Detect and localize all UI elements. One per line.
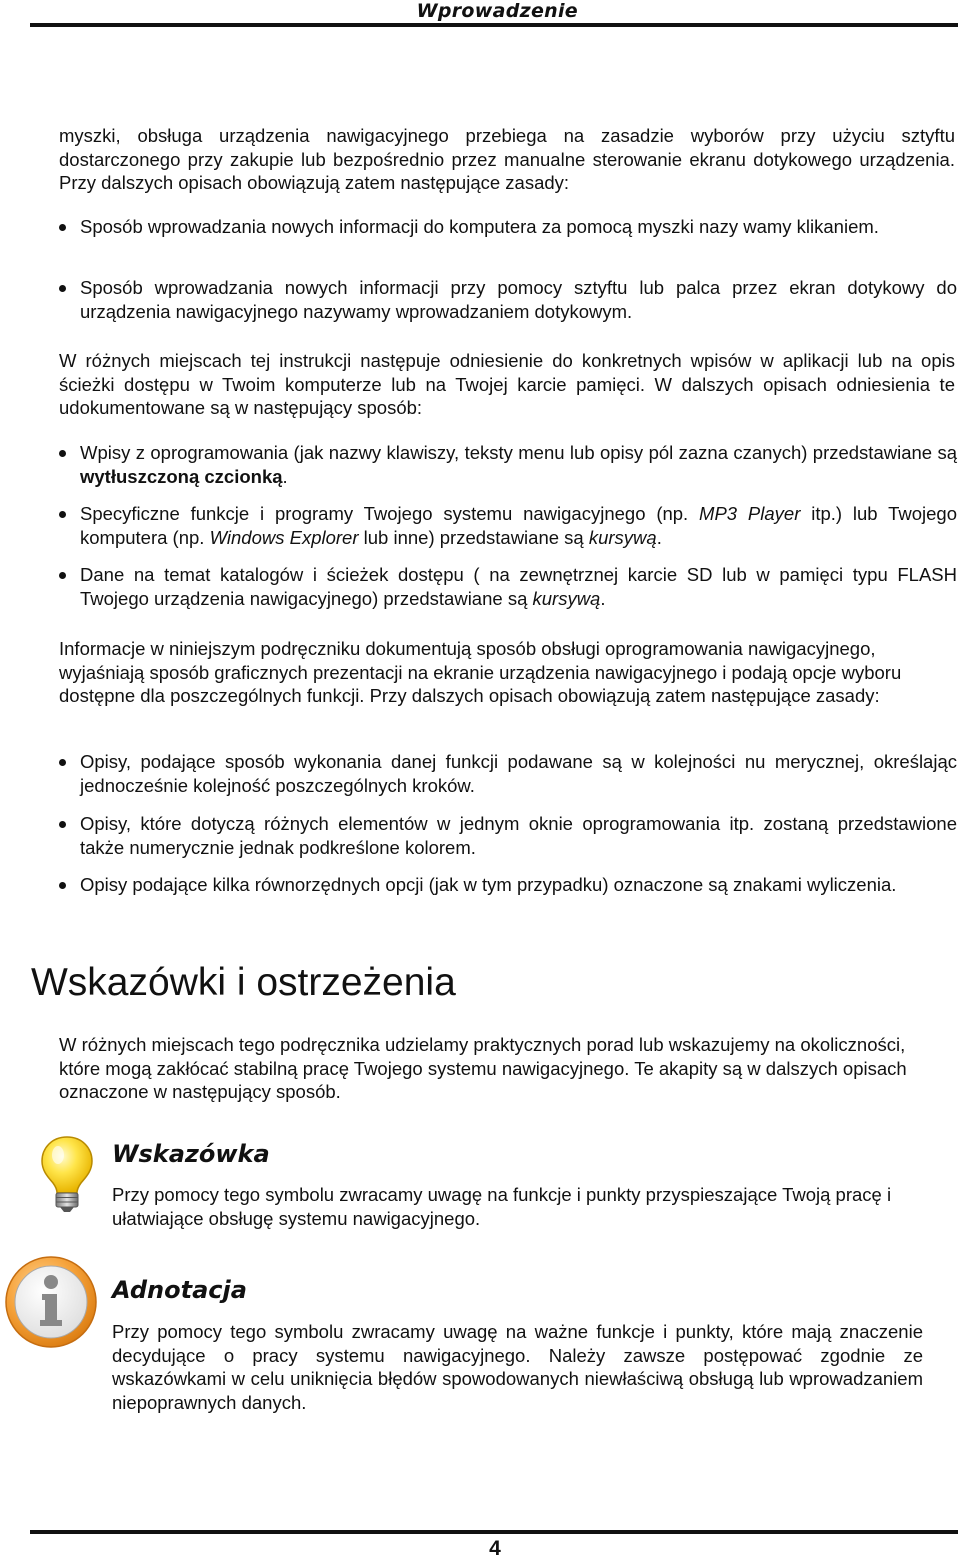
bullet-dot [59,759,66,766]
list-item-text: Opisy, które dotyczą różnych elementów w jednym oknie oprogramowania itp. zostaną przedstawione także numerycznie jednak podkreślone kolorem. [80,813,957,858]
list-item [59,276,957,323]
italic-example: Windows Explorer [209,526,359,548]
note-text: Przy pomocy tego symbolu zwracamy uwagę na ważne funkcje i punkty, które mają znaczenie decydujące o pracy systemu nawigacyjnego. Należy zawsze postępować zgodnie ze wskazówkami w celu uniknięcia błędów spowodowanych niewłaściwą obsługą lub wprowadzaniem niepoprawnych danych. [112,1321,923,1413]
text-run: Wpisy z oprogramowania (jak nazwy klawiszy, teksty menu lub opisy pól zazna czanych) przedstawiane są [80,442,957,463]
text-run: Specyficzne funkcje i programy Twojego systemu nawigacyjnego (np. [80,503,700,524]
text-run: . [656,526,662,548]
italic-example: MP3 Player [699,503,801,524]
bullet-dot [59,572,66,579]
bold-example: wytłuszczoną czcionką [80,465,283,487]
list-item-text [80,502,957,549]
header-rule [30,23,958,27]
list-item [59,441,957,488]
page-header-title: Wprowadzenie [416,0,578,22]
note-title: Adnotacja [112,1276,247,1304]
list-item-text: Opisy, podające sposób wykonania danej funkcji podawane są w kolejności nu merycznej, określając jednocześnie kolejność poszczególnych kroków. [80,751,957,796]
page-number: 4 [489,1537,501,1560]
list-item-text: Sposób wprowadzania nowych informacji przy pomocy sztyftu lub palca przez ekran dotykowy do urządzenia nawigacyjnego nazywamy wprowadzaniem dotykowym. [80,277,957,322]
text-run: . [600,587,606,609]
bullet-dot [59,285,66,292]
bullet-dot [59,450,66,457]
footer-rule [30,1530,958,1534]
list-item [59,502,957,549]
italic-example: kursywą [532,587,601,609]
bullet-dot [59,224,66,231]
intro-paragraph: myszki, obsługa urządzenia nawigacyjnego przebiega na zasadzie wyborów przy użyciu sztyftu dostarczonego przy zakupie lub bezpośrednio przez manualne sterowanie ekranu dotykowego urządzenia. Przy dalszych opisach obowiązują zatem następujące zasady: [59,125,955,193]
info-paragraph: Informacje w niniejszym podręczniku dokumentują sposób obsługi oprogramowania nawigacyjnego, wyjaśniają sposób graficznych prezentacji na ekranie urządzenia nawigacyjnego i podają opcje wyboru dostępne dla poszczególnych funkcji. Przy dalszych opisach obowiązują zatem następujące zasady: [59,638,902,706]
section-paragraph: W różnych miejscach tego podręcznika udzielamy praktycznych porad lub wskazujemy na okoliczności, które mogą zakłócać stabilną pracę Twojego systemu nawigacyjnego. Te akapity są w dalszych opisach oznaczone w następujący sposób. [59,1034,907,1102]
text-run: . [282,465,288,487]
list-item [59,215,957,239]
text-run: itp.) lub Twojego komputera (np. [80,503,957,548]
lightbulb-icon [38,1133,96,1219]
list-item [59,873,957,897]
text-run: lub inne) przedstawiane są [358,526,589,548]
list-item-text: Opisy podające kilka równorzędnych opcji (jak w tym przypadku) oznaczone są znakami wyliczenia. [80,874,897,895]
references-paragraph: W różnych miejscach tej instrukcji następuje odniesienie do konkretnych wpisów w aplikacji lub na opis ścieżki dostępu w Twoim komputerze lub na Twojej karcie pamięci. W dalszych opisach odniesienia te udokumentowane są w następujący sposób: [59,350,955,418]
bullet-dot [59,511,66,518]
tip-text: Przy pomocy tego symbolu zwracamy uwagę na funkcje i punkty przyspieszające Twoją pracę i ułatwiające obsługę systemu nawigacyjnego. [112,1184,892,1229]
bullet-dot [59,821,66,828]
list-item [59,563,957,610]
list-item-text [80,441,957,488]
text-run: Dane na temat katalogów i ścieżek dostępu ( na zewnętrznej karcie SD lub w pamięci typu FLASH Twojego urządzenia nawigacyjnego) przedstawiane są [80,564,957,609]
tip-title: Wskazówka [112,1140,270,1168]
list-item-text: Sposób wprowadzania nowych informacji do komputera za pomocą myszki nazy wamy klikaniem. [80,216,879,237]
italic-example: kursywą [588,526,657,548]
bullet-dot [59,882,66,889]
list-item [59,750,957,797]
info-icon [2,1254,100,1356]
list-item-text [80,563,957,610]
section-heading: Wskazówki i ostrzeżenia [31,961,456,1004]
list-item [59,812,957,859]
